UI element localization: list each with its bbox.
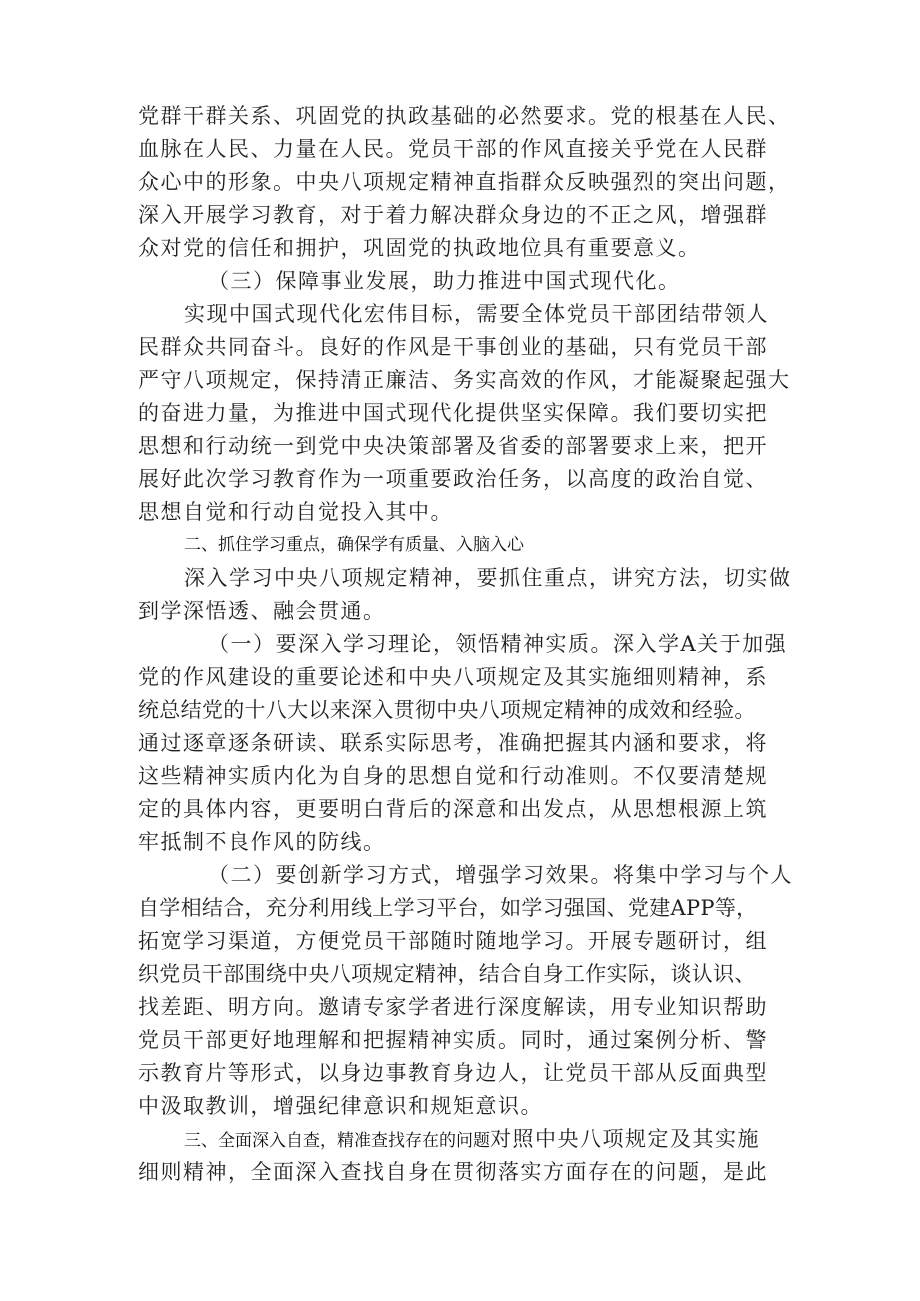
paragraph-line: 思想自觉和行动自觉投入其中。: [138, 500, 453, 524]
paragraph-line: 深入开展学习教育，对于着力解决群众身边的不正之风，增强群: [138, 203, 768, 227]
paragraph-line: 严守八项规定，保持清正廉洁、务实高效的作风，才能凝聚起强大: [138, 368, 791, 392]
paragraph-line: 党员干部更好地理解和把握精神实质。同时，通过案例分析、警: [138, 1028, 768, 1052]
paragraph-line: 拓宽学习渠道，方便党员干部随时随地学习。开展专题研讨，组: [138, 929, 768, 953]
paragraph-line: 众心中的形象。中央八项规定精神直指群众反映强烈的突出问题，: [138, 170, 791, 194]
paragraph-line: 牢抵制不良作风的防线。: [138, 830, 386, 854]
paragraph-line: 这些精神实质内化为自身的思想自觉和行动准则。不仅要清楚规: [138, 764, 768, 788]
paragraph-line: 血脉在人民、力量在人民。党员干部的作风直接关乎党在人民群: [138, 137, 768, 161]
paragraph-line: 中汲取教训，增强纪律意识和规矩意识。: [138, 1094, 543, 1118]
paragraph-line: 党群干群关系、巩固党的执政基础的必然要求。党的根基在人民、: [138, 104, 791, 128]
subheading-3: （三）保障事业发展，助力推进中国式现代化。: [208, 269, 681, 293]
paragraph-line: 的奋进力量，为推进中国式现代化提供坚实保障。我们要切实把: [138, 401, 768, 425]
section-heading-3: 三、全面深入自查，精准查找存在的问题: [184, 1131, 490, 1151]
paragraph-line: 思想和行动统一到党中央决策部署及省委的部署要求上来，把开: [138, 434, 768, 458]
paragraph-line: 细则精神，全面深入查找自身在贯彻落实方面存在的问题，是此: [138, 1160, 768, 1184]
paragraph-line: 民群众共同奋斗。良好的作风是干事创业的基础，只有党员干部: [138, 335, 768, 359]
paragraph-line: 深入学习中央八项规定精神，要抓住重点，讲究方法，切实做: [184, 566, 792, 590]
paragraph-line: 织党员干部围绕中央八项规定精神，结合自身工作实际，谈认识、: [138, 962, 756, 986]
section-heading-3-line: [138, 1123, 798, 1156]
paragraph-line: 示教育片等形式，以身边事教育身边人，让党员干部从反面典型: [138, 1061, 768, 1085]
section-heading-3-tail: 对照中央八项规定及其实施: [490, 1127, 760, 1151]
paragraph-line: 到学深悟透、融会贯通。: [138, 599, 386, 623]
paragraph-line: 党的作风建设的重要论述和中央八项规定及其实施细则精神，系: [138, 665, 768, 689]
paragraph-line: 找差距、明方向。邀请专家学者进行深度解读，用专业知识帮助: [138, 995, 768, 1019]
paragraph-line: 实现中国式现代化宏伟目标，需要全体党员干部团结带领人: [184, 302, 769, 326]
paragraph-line: （二）要创新学习方式，增强学习效果。将集中学习与个人: [208, 863, 793, 887]
paragraph-line: 通过逐章逐条研读、联系实际思考，准确把握其内涵和要求，将: [138, 731, 768, 755]
paragraph-line: 展好此次学习教育作为一项重要政治任务，以高度的政治自觉、: [138, 467, 768, 491]
paragraph-line: 定的具体内容，更要明白背后的深意和出发点，从思想根源上筑: [138, 797, 768, 821]
paragraph-line: （一）要深入学习理论，领悟精神实质。深入学A关于加强: [208, 632, 788, 656]
paragraph-line: 统总结党的十八大以来深入贯彻中央八项规定精神的成效和经验。: [138, 698, 756, 722]
paragraph-line: 众对党的信任和拥护，巩固党的执政地位具有重要意义。: [138, 236, 701, 260]
paragraph-line: 自学相结合，充分利用线上学习平台，如学习强国、党建APP等，: [138, 896, 758, 920]
section-heading-2: 二、抓住学习重点，确保学有质量、入脑入心: [184, 535, 524, 555]
document-body: [138, 100, 798, 1189]
